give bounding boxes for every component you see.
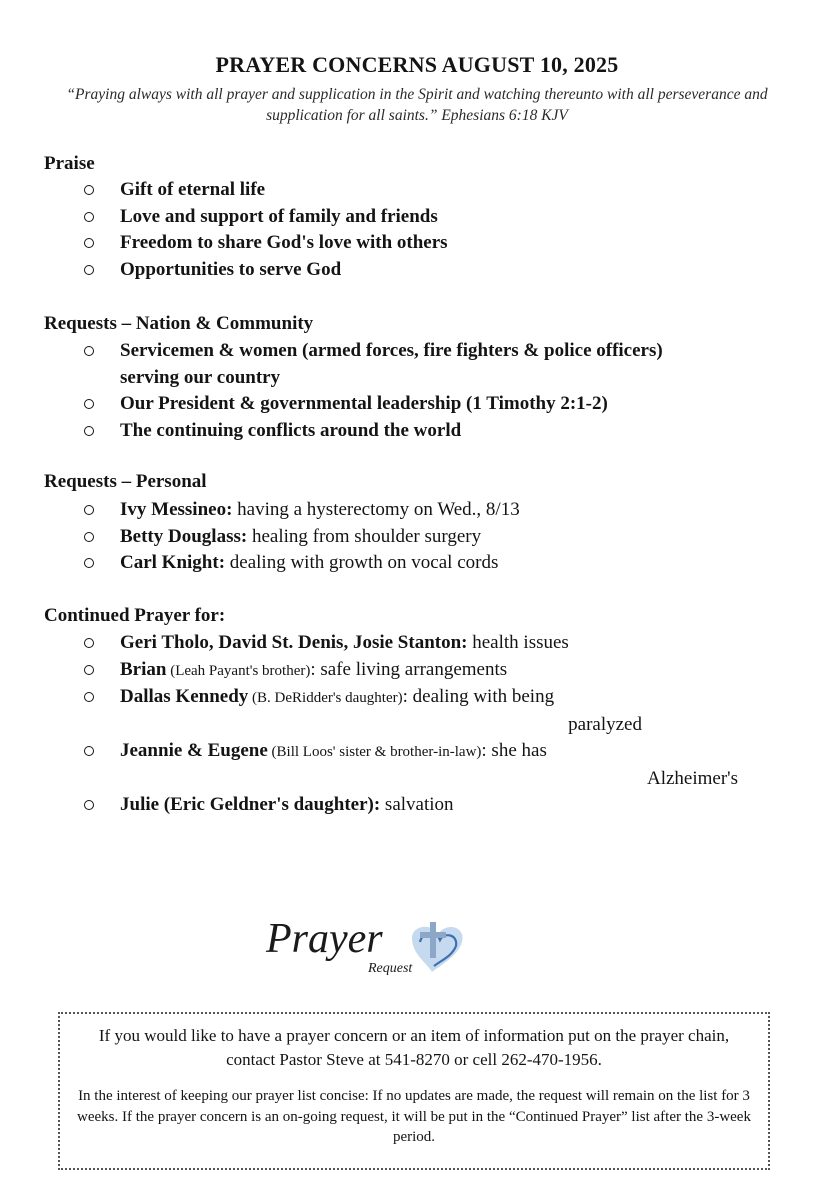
- list-item: [82, 684, 722, 738]
- section-heading-nation: Requests – Nation & Community: [44, 313, 314, 334]
- page-title: PRAYER CONCERNS AUGUST 10, 2025: [215, 52, 619, 77]
- bullet-icon: [84, 638, 94, 648]
- bullet-icon: [84, 746, 94, 756]
- person-name: Julie (Eric Geldner's daughter):: [120, 794, 381, 815]
- list-item: [82, 792, 722, 819]
- list-item: Freedom to share God's love with others: [82, 230, 722, 257]
- bullet-icon: [84, 426, 94, 436]
- heart-cross-icon: [412, 922, 463, 972]
- bullet-icon: [84, 532, 94, 542]
- request-detail: : she has: [481, 740, 547, 761]
- list-item: [82, 550, 722, 577]
- bullet-icon: [84, 238, 94, 248]
- request-detail-continued: paralyzed: [568, 713, 642, 735]
- list-item: [82, 497, 722, 524]
- list-item: Love and support of family and friends: [82, 204, 722, 231]
- person-name: Dallas Kennedy: [120, 686, 249, 707]
- list-item: [82, 524, 722, 551]
- bullet-icon: [84, 346, 94, 356]
- bullet-icon: [84, 212, 94, 222]
- bullet-icon: [84, 558, 94, 568]
- person-name: Jeannie & Eugene: [120, 740, 268, 761]
- relation-note: (Leah Payant's brother): [166, 662, 311, 679]
- request-detail: salvation: [380, 794, 454, 815]
- bullet-icon: [84, 399, 94, 409]
- section-heading-praise: Praise: [44, 153, 95, 174]
- list-item: Servicemen & women (armed forces, fire fighters & police officers) serving our country: [82, 338, 722, 391]
- request-detail: having a hysterectomy on Wed., 8/13: [232, 499, 520, 520]
- request-detail: dealing with growth on vocal cords: [225, 552, 499, 573]
- request-detail: : dealing with being: [402, 686, 555, 707]
- list-item: Opportunities to serve God: [82, 257, 722, 284]
- list-item: The continuing conflicts around the world: [82, 418, 722, 445]
- person-name: Ivy Messineo:: [120, 499, 233, 520]
- info-box: [58, 1012, 770, 1170]
- nation-list: [82, 338, 722, 444]
- logo-subtitle: Request: [368, 961, 413, 976]
- bullet-icon: [84, 265, 94, 275]
- relation-note: (Bill Loos' sister & brother-in-law): [267, 744, 482, 760]
- bullet-icon: [84, 665, 94, 675]
- contact-info: If you would like to have a prayer concern or an item of information put on the prayer chain, contact Pastor Steve at 541-8270 or cell 262-470-1956.: [98, 1026, 730, 1069]
- list-item: Gift of eternal life: [82, 177, 722, 204]
- bullet-icon: [84, 505, 94, 515]
- scripture-verse: “Praying always with all prayer and supplication in the Spirit and watching thereunto with all perseverance and supplication for all saints.” Ephesians 6:18 KJV: [66, 86, 768, 124]
- list-item: [82, 738, 738, 792]
- section-heading-continued: Continued Prayer for:: [44, 605, 226, 626]
- person-name: Betty Douglass:: [120, 525, 248, 547]
- person-name: Carl Knight:: [120, 552, 226, 573]
- person-name: Geri Tholo, David St. Denis, Josie Stanton:: [120, 632, 468, 653]
- personal-list: [82, 497, 722, 577]
- bullet-icon: [84, 185, 94, 195]
- relation-note: (B. DeRidder's daughter): [248, 690, 403, 706]
- list-item: [82, 630, 722, 657]
- person-name: Brian: [120, 658, 167, 680]
- request-detail: healing from shoulder surgery: [247, 525, 482, 547]
- continued-list: [82, 630, 738, 819]
- list-item: Our President & governmental leadership (1 Timothy 2:1-2): [82, 391, 722, 418]
- bullet-icon: [84, 800, 94, 810]
- prayer-request-logo: [262, 908, 482, 988]
- request-detail: : safe living arrangements: [310, 658, 508, 680]
- logo-word: Prayer: [266, 916, 383, 962]
- section-heading-personal: Requests – Personal: [44, 471, 207, 492]
- list-item: [82, 657, 722, 685]
- list-policy: In the interest of keeping our prayer list concise: If no updates are made, the request will remain on the list for 3 weeks. If the prayer concern is an on-going request, it will be put in the “Continued Prayer” list after the 3-week period.: [77, 1088, 751, 1145]
- request-detail: health issues: [467, 632, 569, 653]
- praise-list: [82, 177, 722, 283]
- bullet-icon: [84, 692, 94, 702]
- request-detail-continued: Alzheimer's: [646, 767, 738, 789]
